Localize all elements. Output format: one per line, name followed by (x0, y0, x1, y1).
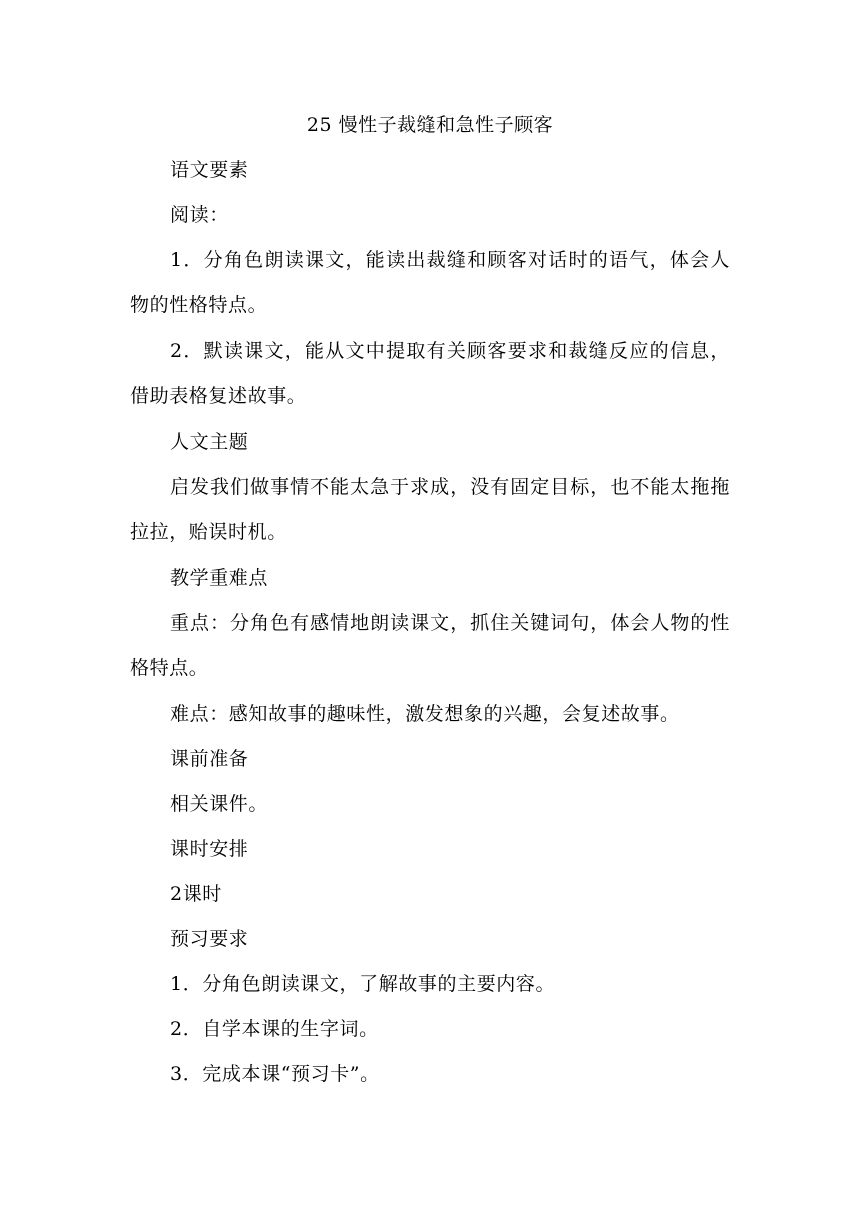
schedule-text: 2课时 (170, 883, 222, 905)
heading-schedule: 课时安排 (170, 838, 249, 860)
heading-language-elements: 语文要素 (170, 159, 249, 181)
heading-reading: 阅读： (170, 204, 229, 226)
key-point-text: 重点：分角色有感情地朗读课文，抓住关键词句，体会人物的性格特点。 (130, 612, 730, 679)
document-content (130, 110, 730, 1104)
theme-text: 启发我们做事情不能太急于求成，没有固定目标，也不能太拖拖拉拉，贻误时机。 (130, 476, 730, 543)
preview-item-1: 1．分角色朗读课文，了解故事的主要内容。 (170, 973, 556, 995)
preparation-text: 相关课件。 (170, 793, 269, 815)
document-title: 25 慢性子裁缝和急性子顾客 (306, 114, 554, 136)
preview-item-2: 2．自学本课的生字词。 (170, 1018, 379, 1040)
heading-humanistic-theme: 人文主题 (170, 431, 249, 453)
preview-item-3: 3．完成本课“预习卡”。 (170, 1063, 380, 1085)
heading-key-points: 教学重难点 (170, 567, 269, 589)
reading-goal-2: 2．默读课文，能从文中提取有关顾客要求和裁缝反应的信息，借助表格复述故事。 (130, 340, 730, 407)
heading-preview-requirements: 预习要求 (170, 928, 249, 950)
heading-preparation: 课前准备 (170, 748, 249, 770)
difficult-point-text: 难点：感知故事的趣味性，激发想象的兴趣，会复述故事。 (170, 703, 680, 725)
reading-goal-1: 1．分角色朗读课文，能读出裁缝和顾客对话时的语气，体会人物的性格特点。 (130, 249, 730, 316)
